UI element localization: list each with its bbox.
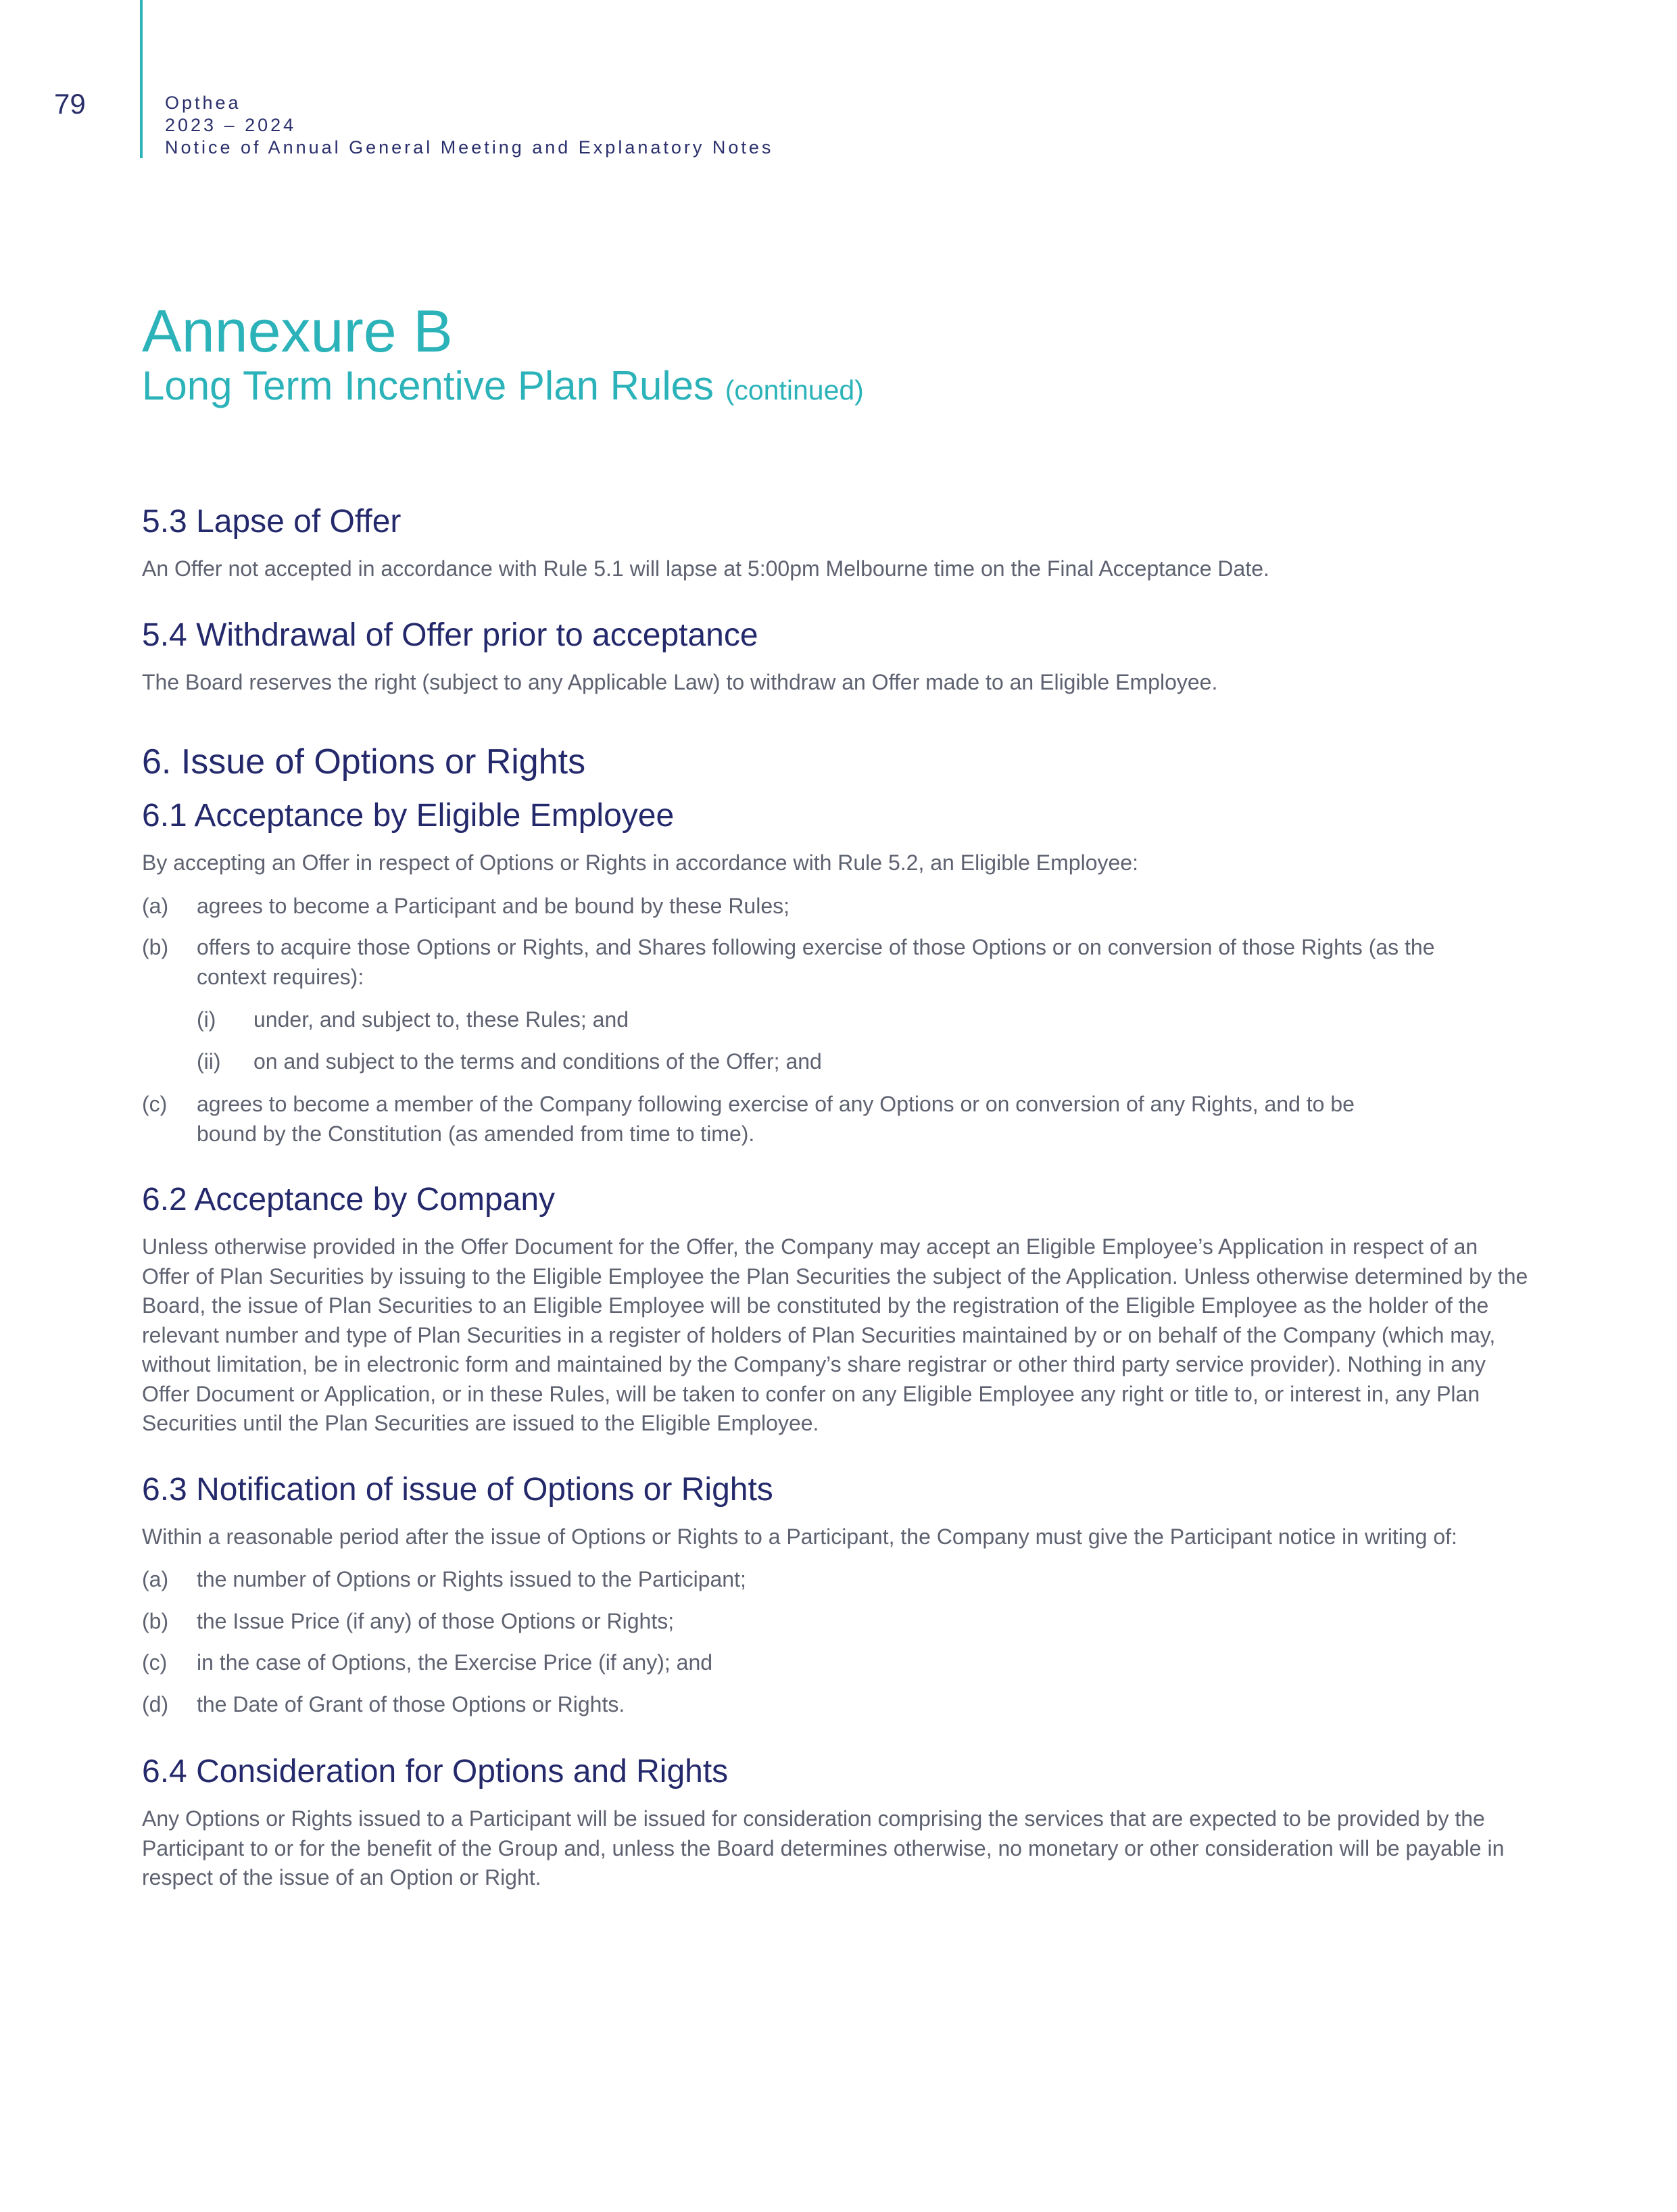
list-item [142,892,1534,921]
list-item [142,1607,1534,1637]
section-6-2-body: Unless otherwise provided in the Offer Document for the Offer, the Company may accept an Eligible Employee’s Application in respect of an Offer of Plan Securities by issuing to the Eligible Employee the Plan Securities the subject of the Application. Unless otherwise determined by the Board, the issue of Plan Securities to an Eligible Employee will be constituted by the registration of the Eligible Employee as the holder of the relevant number and type of Plan Securities in a register of holders of Plan Securities maintained by or on behalf of the Company (which may, without limitation, be in electronic form and maintained by the Company’s share registrar or other third party service provider). Nothing in any Offer Document or Application, or in these Rules, will be taken to confer on any Eligible Employee any right or title to, or interest in, any Plan Securities until the Plan Securities are issued to the Eligible Employee. [142,1234,1528,1435]
list-item-text: the Issue Price (if any) of those Options or Rights; [197,1608,675,1633]
list-item-text: the number of Options or Rights issued to the Participant; [197,1567,746,1591]
header-years: 2023 – 2024 [165,115,297,135]
header-divider [140,0,143,158]
list-marker: (c) [142,1092,168,1116]
list-item-text: on and subject to the terms and conditions of the Offer; and [253,1049,822,1074]
list-marker: (i) [197,1007,216,1032]
list-marker: (a) [142,893,169,918]
list-marker: (c) [142,1650,168,1675]
section-6-4-body: Any Options or Rights issued to a Participant will be issued for consideration comprising the services that are expected to be provided by the Participant to or for the benefit of the Group and, unless the Board determines otherwise, no monetary or other consideration will be payable in respect of the issue of an Option or Right. [142,1806,1505,1890]
list-item-text: agrees to become a member of the Company following exercise of any Options or on conversion of any Rights, and to be bound by the Constitution (as amended from time to time). [197,1092,1355,1146]
section-6-3-intro: Within a reasonable period after the issue of Options or Rights to a Participant, the Company must give the Participant notice in writing of: [142,1524,1457,1549]
list-item [142,1565,1534,1595]
section-6-3-heading: 6.3 Notification of issue of Options or Rights [142,1471,773,1508]
section-6-heading: 6. Issue of Options or Rights [142,742,586,782]
section-6-1-intro: By accepting an Offer in respect of Options or Rights in accordance with Rule 5.2, an Eligible Employee: [142,850,1138,875]
section-6-1-heading: 6.1 Acceptance by Eligible Employee [142,798,675,834]
main-content [142,502,1534,1893]
list-item-text: under, and subject to, these Rules; and [253,1007,629,1032]
list-marker: (b) [142,935,169,959]
annexure-title: Annexure B [142,297,453,364]
list-marker: (b) [142,1608,169,1633]
annexure-heading [142,297,1534,415]
section-6-4-heading: 6.4 Consideration for Options and Rights [142,1754,729,1789]
list-item [142,1005,1534,1035]
section-5-3-heading: 5.3 Lapse of Offer [142,504,402,539]
list-item-text: the Date of Grant of those Options or Rights. [197,1691,625,1716]
annexure-subtitle-text: Long Term Incentive Plan Rules [142,363,714,408]
list-item [142,1690,1534,1720]
list-item-text: agrees to become a Participant and be bound by these Rules; [197,893,790,918]
header-document-title: Notice of Annual General Meeting and Explanatory Notes [165,137,774,158]
list-marker: (a) [142,1567,169,1591]
header-company: Opthea [165,93,241,113]
section-5-4-body: The Board reserves the right (subject to any Applicable Law) to withdraw an Offer made to an Eligible Employee. [142,669,1218,694]
section-6-2-heading: 6.2 Acceptance by Company [142,1182,556,1218]
list-item [142,933,1467,992]
section-5-3-body: An Offer not accepted in accordance with Rule 5.1 will lapse at 5:00pm Melbourne time on the Final Acceptance Date. [142,556,1269,581]
page-number: 79 [54,88,86,120]
annexure-subtitle [142,361,1534,415]
list-item-text: offers to acquire those Options or Rights, and Shares following exercise of those Options or on conversion of those Rights (as the context requires): [197,935,1435,989]
list-item-text: in the case of Options, the Exercise Price (if any); and [197,1650,713,1675]
running-header [165,92,773,159]
list-marker: (d) [142,1691,169,1716]
list-marker: (ii) [197,1049,221,1074]
continued-label: (continued) [725,375,864,406]
list-item [142,1090,1413,1149]
list-item [142,1648,1534,1678]
list-item [142,1047,1534,1077]
section-5-4-heading: 5.4 Withdrawal of Offer prior to acceptance [142,617,758,653]
